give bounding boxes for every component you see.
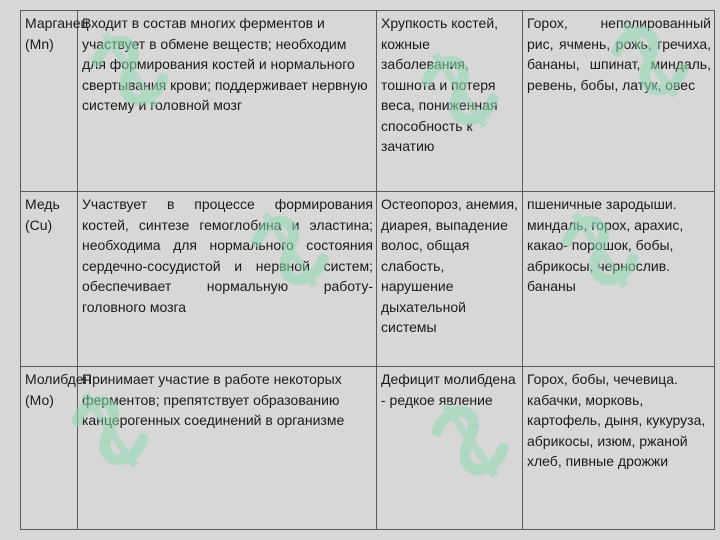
role-text: Участвует в процессе формирования костей, синтезе гемоглобина и эластина; необходима для нормального состояния сердечно-сосудистой и нервной систем; обеспечивает нормальную работу-головного мозга: [82, 196, 373, 315]
sources-text: пшеничные зародыши. миндаль, горох, арахис, какао- порошок, бобы, абрикосы, чернослив. бананы: [527, 196, 684, 294]
role-cell: [78, 192, 377, 367]
role-text: Входит в состав многих ферментов и участвует в обмене веществ; необходим для формирования костей и нормального свертывания крови; поддерживает нервную систему и головной мозг: [82, 15, 368, 113]
deficiency-text: Дефицит молибдена - редкое явление: [381, 371, 516, 408]
table-row: [21, 11, 715, 192]
deficiency-cell: [377, 11, 523, 192]
element-cell: [21, 11, 89, 192]
element-name: Медь (Cu): [25, 196, 60, 233]
sources-cell: [523, 11, 715, 192]
table-row: [21, 367, 715, 530]
sources-text: Горох, неполированный рис, ячмень, рожь, гречиха, бананы, шпинат, миндаль, ревень, бобы, латук, овес: [527, 15, 711, 93]
element-cell: [21, 367, 92, 530]
minerals-table: [20, 10, 715, 530]
table-row: [21, 192, 715, 367]
sources-text: Горох, бобы, чечевица. кабачки, морковь, картофель, дыня, кукуруза, абрикосы, изюм, ржаной хлеб, пивные дрожжи: [527, 371, 706, 469]
element-name: Марганец (Mn): [25, 15, 89, 52]
role-cell: [78, 11, 377, 192]
sources-cell: [523, 367, 715, 530]
deficiency-cell: [377, 192, 523, 367]
sources-cell: [523, 192, 715, 367]
element-cell: [21, 192, 78, 367]
deficiency-text: Остеопороз, анемия, диарея, выпадение волос, общая слабость, нарушение дыхательной системы: [381, 196, 518, 335]
deficiency-text: Хрупкость костей, кожные заболевания, тошнота и потеря веса, пониженная способность к зачатию: [381, 15, 499, 154]
role-cell: [78, 367, 377, 530]
role-text: Принимает участие в работе некоторых ферментов; препятствует образованию канцерогенных соединений в организме: [82, 371, 345, 428]
element-name: Молибден (Мо): [25, 371, 92, 408]
deficiency-cell: [377, 367, 523, 530]
